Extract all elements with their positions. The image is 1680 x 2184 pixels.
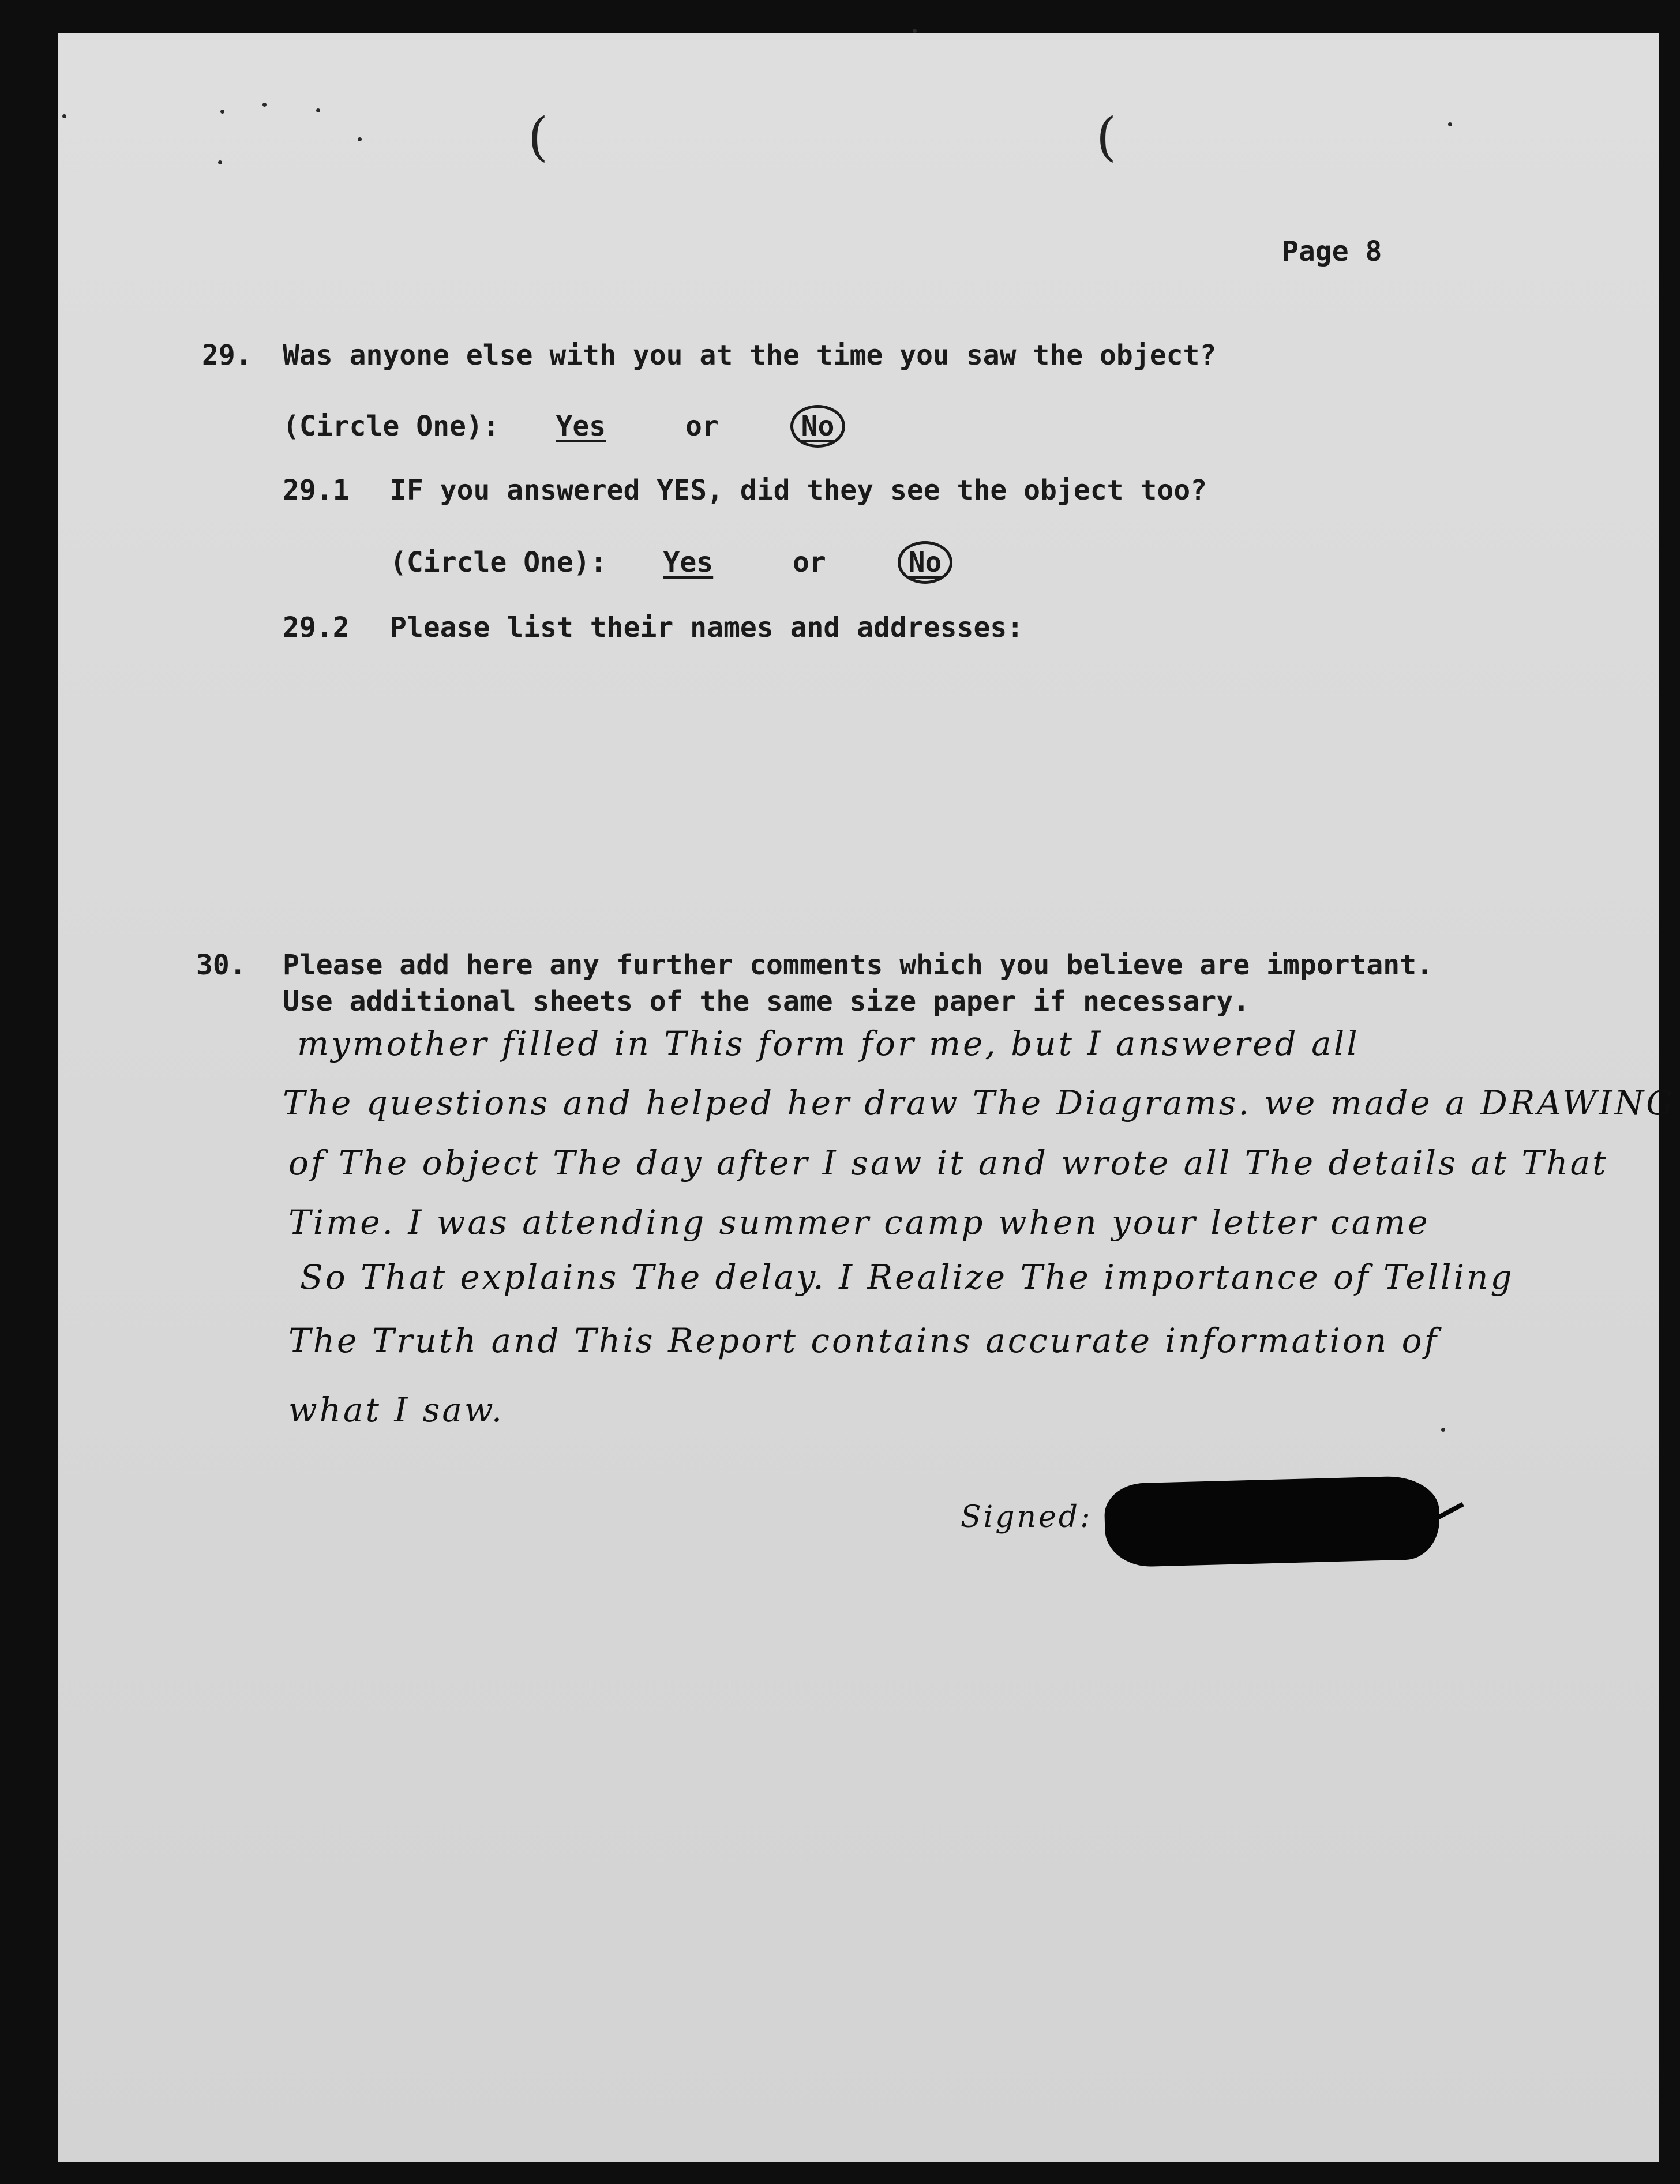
question-29-1-answer-row — [390, 541, 952, 584]
handwritten-line: The questions and helped her draw The Diagrams. we made a DRAWING — [283, 1083, 1675, 1123]
handwritten-line: of The object The day after I saw it and wrote all The details at That — [288, 1143, 1608, 1183]
or-text: or — [685, 410, 719, 442]
signature-label: Signed: — [961, 1500, 1093, 1534]
handwritten-line: So That explains The delay. I Realize The importance of Telling — [300, 1258, 1514, 1297]
speck — [218, 160, 222, 164]
or-text: or — [793, 546, 826, 579]
speck — [1441, 1428, 1445, 1432]
question-29-text: Was anyone else with you at the time you saw the object? — [283, 339, 1217, 371]
handwritten-line: Time. I was attending summer camp when your letter came — [288, 1203, 1430, 1242]
question-30-line-2: Use additional sheets of the same size paper if necessary. — [283, 985, 1250, 1018]
margin-mark: ( — [1096, 107, 1117, 167]
speck — [316, 108, 320, 112]
question-29-2-number: 29.2 — [283, 611, 350, 644]
no-option-circled: No — [898, 541, 953, 584]
question-29-1-text: IF you answered YES, did they see the object too? — [390, 474, 1208, 506]
question-30-line-1: Please add here any further comments which you believe are important. — [283, 949, 1433, 981]
yes-option: Yes — [663, 546, 714, 579]
speck — [1448, 122, 1452, 126]
question-29-number: 29. — [202, 339, 252, 371]
speck — [913, 29, 917, 33]
question-29-1-number: 29.1 — [283, 474, 350, 506]
question-30-number: 30. — [196, 949, 246, 981]
speck — [358, 137, 362, 141]
margin-mark: ( — [528, 107, 549, 167]
no-option-circled: No — [790, 405, 846, 448]
signature-redaction — [1104, 1475, 1441, 1567]
question-29-answer-row — [283, 405, 845, 448]
speck — [62, 114, 66, 118]
circle-one-label: (Circle One): — [390, 546, 607, 579]
handwritten-line: The Truth and This Report contains accurate information of — [288, 1321, 1439, 1360]
question-29-2-text: Please list their names and addresses: — [390, 611, 1024, 644]
yes-option: Yes — [556, 410, 606, 442]
circle-one-label: (Circle One): — [283, 410, 500, 442]
speck — [220, 110, 224, 114]
page-number: Page 8 — [1282, 235, 1382, 268]
speck — [262, 103, 267, 107]
handwritten-line: mymother filled in This form for me, but I answered all — [297, 1024, 1360, 1063]
handwritten-line: what I saw. — [288, 1390, 505, 1429]
